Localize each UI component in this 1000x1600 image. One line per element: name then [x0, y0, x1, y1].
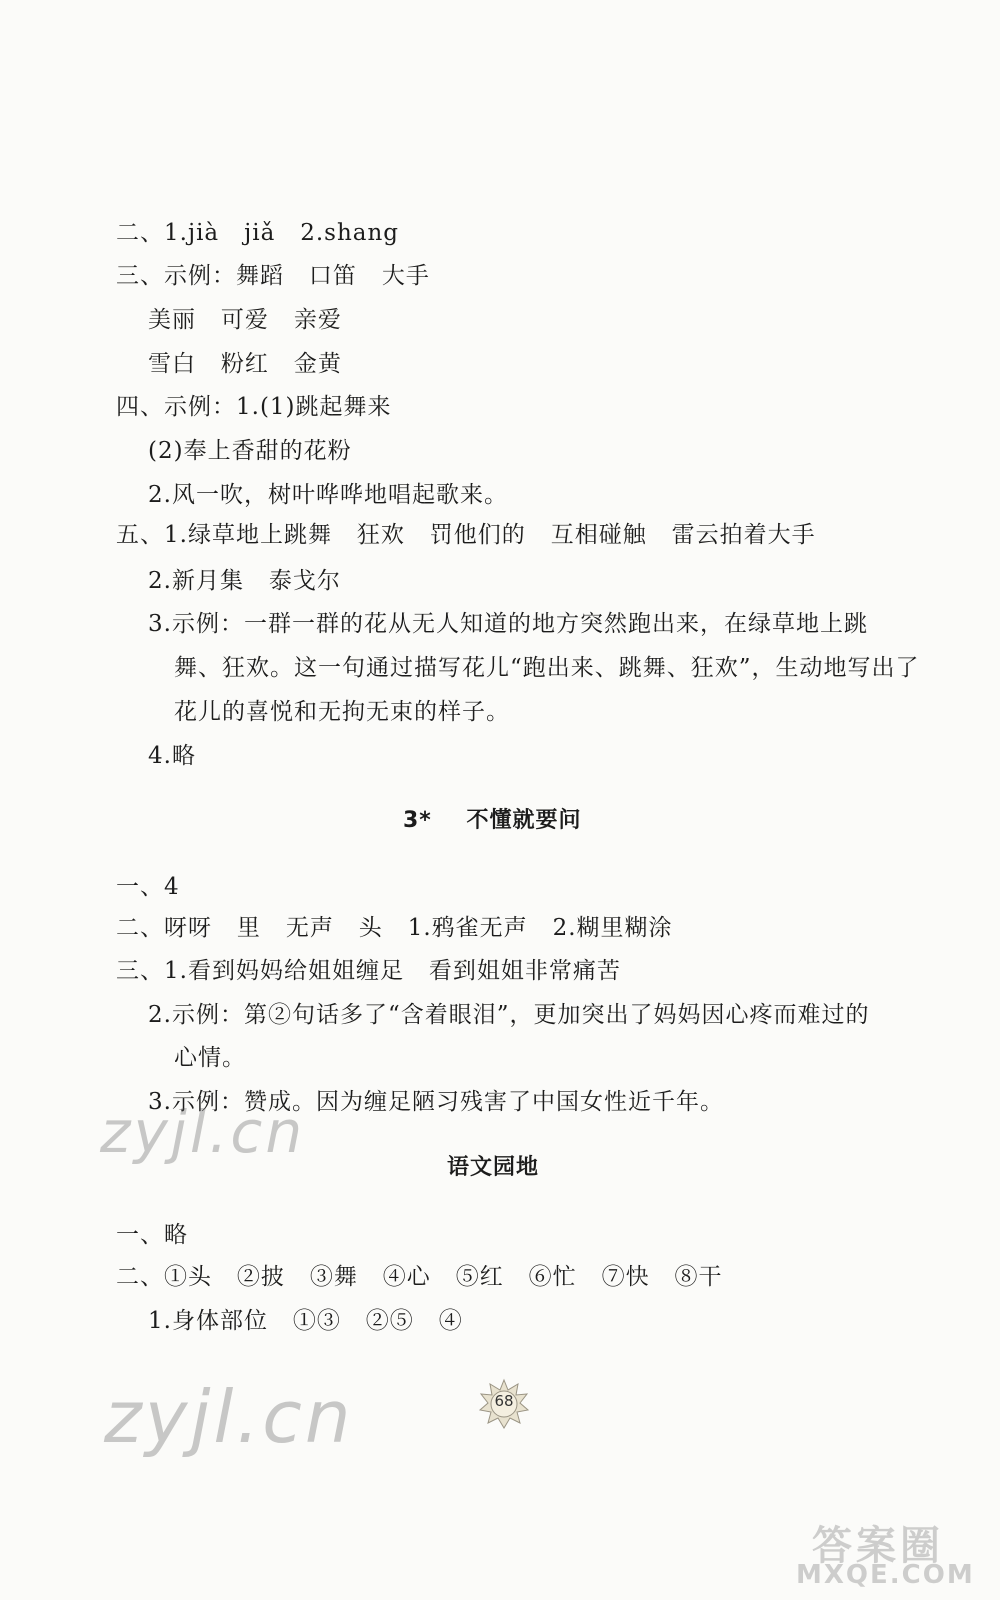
answer-line: 美丽 可爱 亲爱: [148, 307, 342, 333]
answer-line: 心情。: [174, 1045, 246, 1071]
answer-line: 雪白 粉红 金黄: [148, 351, 342, 377]
answer-line: 三、示例：舞蹈 口笛 大手: [116, 263, 430, 289]
answer-line: 二、呀呀 里 无声 头 1.鸦雀无声 2.糊里糊涂: [116, 915, 673, 941]
answer-line: 1.身体部位 ①③ ②⑤ ④: [148, 1308, 463, 1334]
page-number-badge: [478, 1378, 530, 1430]
answer-line: 一、略: [116, 1222, 188, 1248]
answer-line: 4.略: [148, 743, 196, 769]
section-heading: 语文园地: [447, 1155, 540, 1180]
answer-line: 3.示例：一群一群的花从无人知道的地方突然跑出来，在绿草地上跳: [148, 611, 868, 637]
answer-line: 花儿的喜悦和无拘无束的样子。: [174, 699, 510, 725]
page-number: 68: [494, 1392, 514, 1410]
answer-line: 3.示例：赞成。因为缠足陋习残害了中国女性近千年。: [148, 1089, 724, 1115]
watermark-text: zyjl.cn: [104, 1375, 354, 1459]
answer-line: 二、1.jià jiǎ 2.shang: [116, 220, 400, 246]
answer-line: 二、①头 ②披 ③舞 ④心 ⑤红 ⑥忙 ⑦快 ⑧干: [116, 1264, 723, 1290]
answer-line: 五、1.绿草地上跳舞 狂欢 罚他们的 互相碰触 雷云拍着大手: [116, 522, 816, 548]
answer-line: (2)奉上香甜的花粉: [148, 438, 352, 464]
answer-line: 2.风一吹，树叶哗哗地唱起歌来。: [148, 482, 508, 508]
answer-line: 2.示例：第②句话多了“含着眼泪”，更加突出了妈妈因心疼而难过的: [148, 1002, 870, 1028]
corner-watermark: [792, 1514, 992, 1594]
watermark-logo-text: 答案圈: [812, 1523, 944, 1569]
answer-line: 三、1.看到妈妈给姐姐缠足 看到姐姐非常痛苦: [116, 958, 621, 984]
watermark-url: MXQE.COM: [796, 1560, 975, 1590]
answer-line: 四、示例：1.(1)跳起舞来: [116, 394, 392, 420]
section-heading: 3* 不懂就要问: [403, 808, 582, 833]
answer-line: 2.新月集 泰戈尔: [148, 568, 341, 594]
answer-line: 舞、狂欢。这一句通过描写花儿“跑出来、跳舞、狂欢”，生动地写出了: [174, 655, 920, 681]
watermark-text: zyjl.cn: [100, 1098, 306, 1166]
answer-line: 一、4: [116, 874, 180, 900]
